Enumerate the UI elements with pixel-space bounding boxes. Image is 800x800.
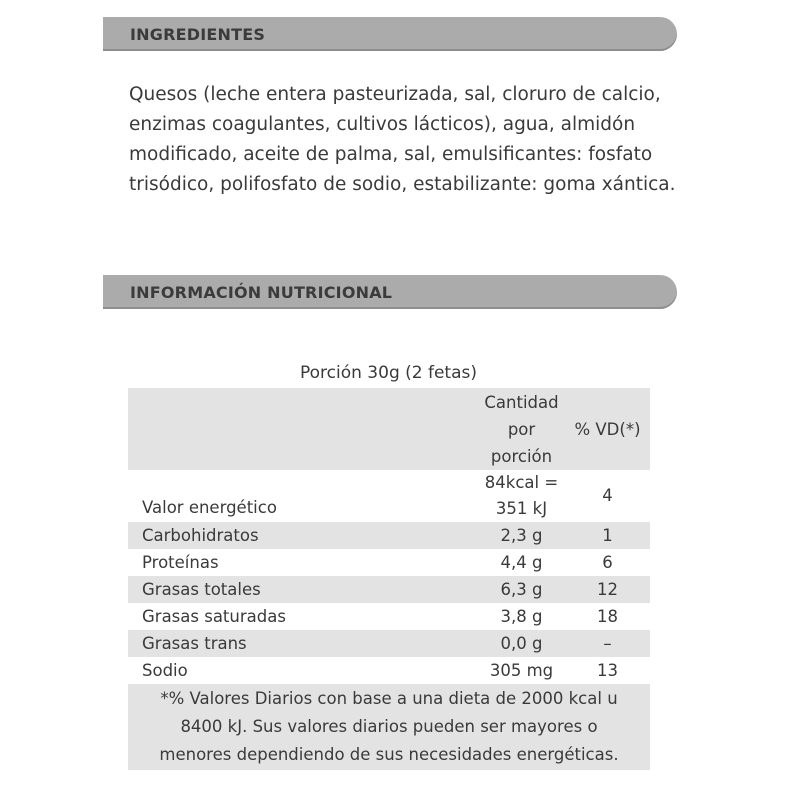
portion-size: Porción 30g (2 fetas) bbox=[300, 363, 478, 383]
footnote bbox=[128, 684, 650, 770]
nutrient-vd: 4 bbox=[602, 486, 613, 505]
quantity-header-line: por bbox=[507, 419, 536, 439]
header-empty-cell bbox=[128, 388, 478, 470]
nutrient-vd: 13 bbox=[597, 661, 618, 680]
table-row bbox=[128, 549, 650, 576]
table-row bbox=[128, 657, 650, 684]
table-row bbox=[128, 576, 650, 603]
nutrient-value: 0,0 g bbox=[500, 634, 543, 653]
nutrient-value: 2,3 g bbox=[500, 526, 543, 545]
nutrient-vd: 1 bbox=[602, 526, 613, 545]
table-row bbox=[128, 522, 650, 549]
table-row bbox=[128, 630, 650, 657]
footnote-line: menores dependiendo de sus necesidades energéticas. bbox=[159, 745, 619, 764]
energy-kcal: 84kcal = bbox=[484, 473, 559, 492]
nutrition-header-title: INFORMACIÓN NUTRICIONAL bbox=[130, 282, 393, 302]
nutrient-vd: – bbox=[603, 634, 612, 653]
nutrition-header bbox=[103, 275, 677, 309]
footnote-line: *% Valores Diarios con base a una dieta de 2000 kcal u bbox=[160, 689, 618, 708]
vd-column-header: % VD(*) bbox=[574, 419, 641, 439]
nutrient-value bbox=[478, 470, 565, 522]
nutrient-label: Grasas trans bbox=[142, 634, 247, 653]
ingredients-header-title: INGREDIENTES bbox=[130, 24, 266, 44]
nutrient-value: 4,4 g bbox=[500, 553, 543, 572]
energy-kj: 351 kJ bbox=[495, 499, 548, 518]
quantity-header-line: Cantidad bbox=[484, 392, 559, 412]
nutrient-label: Sodio bbox=[142, 661, 188, 680]
nutrient-label: Carbohidratos bbox=[142, 526, 259, 545]
ingredients-header bbox=[103, 17, 677, 51]
table-row bbox=[128, 603, 650, 630]
nutrient-value: 305 mg bbox=[489, 661, 554, 680]
table-header-row bbox=[128, 388, 650, 470]
nutrient-vd: 18 bbox=[597, 607, 618, 626]
nutrient-label: Grasas totales bbox=[142, 580, 261, 599]
table-row bbox=[128, 470, 650, 522]
footnote-line: 8400 kJ. Sus valores diarios pueden ser mayores o bbox=[180, 717, 598, 736]
nutrient-label: Valor energético bbox=[142, 498, 277, 517]
nutrient-vd: 6 bbox=[602, 553, 613, 572]
footnote-row bbox=[128, 684, 650, 770]
nutrient-vd: 12 bbox=[597, 580, 618, 599]
quantity-column-header bbox=[478, 388, 565, 470]
quantity-header-line: porción bbox=[490, 446, 553, 466]
nutrient-label: Grasas saturadas bbox=[142, 607, 286, 626]
nutrient-value: 6,3 g bbox=[500, 580, 543, 599]
ingredients-text: Quesos (leche entera pasteurizada, sal, cloruro de calcio, enzimas coagulantes, cultivos lácticos), agua, almidón modificado, aceite de palma, sal, emulsificantes: fosfato trisódico, polifosfato de sodio, estabilizante: goma xántica. bbox=[129, 84, 676, 195]
nutrient-value: 3,8 g bbox=[500, 607, 543, 626]
nutrition-table bbox=[128, 388, 650, 770]
nutrient-label: Proteínas bbox=[142, 553, 219, 572]
